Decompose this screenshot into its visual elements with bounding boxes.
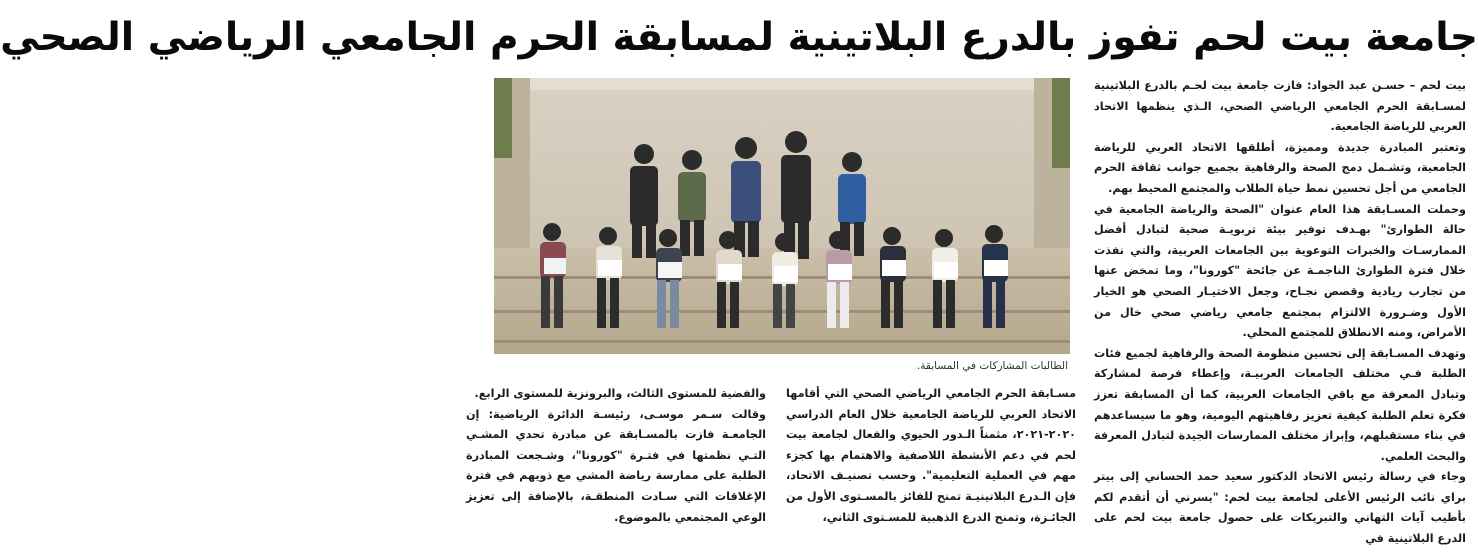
paragraph: وتعتبر المبادرة جديدة ومميزة، أطلقها الاتحاد العربي للرياضة الجامعية، وتشـمل دمج الصحة والرفاهية بجميع جوانب ثقافة الحرم الجامعي من أجل تحسين نمط حياة الطلاب والمجتمع المحيط بهم.	[1094, 140, 1466, 195]
article-column-left	[466, 384, 766, 556]
paragraph: وجاء في رسالة رئيس الاتحاد الدكتور سعيد حمد الحساني إلى بيتر براي نائب الرئيس الأعلى لجامعة بيت لحم: "يسرني أن أتقدم لكم بأطيب آيات التهاني والتبريكات على حصول جامعة بيت لحم على الدرع البلاتينية في	[1094, 470, 1466, 546]
article-column-middle	[786, 384, 1076, 556]
photo-caption: الطالبات المشاركات في المسابقة.	[916, 360, 1068, 372]
article-column-right	[1094, 76, 1466, 556]
headline: جامعة بيت لحم تفوز بالدرع البلاتينية لمسابقة الحرم الجامعي الرياضي الصحي	[0, 15, 1478, 60]
paragraph: بيت لحم – حسـن عبد الجواد: فازت جامعة بيت لحـم بالدرع البلاتينية لمسـابقة الحرم الجامعي الرياضي الصحي، الـذي ينظمها الاتحاد العربي للرياضة الجامعية.	[1094, 79, 1466, 134]
paragraph: وتهدف المسـابقة إلى تحسين منظومة الصحة والرفاهية لجميع فئات الطلبة فـي مختلف الجامعات العربيـة، وإعطاء فرصة لمشاركة وتبادل المعرفة مع باقي الجامعات العربية، كما أن المسابقة تعزز فكرة تعلم الطلبة كيفية تعزيز رفاهيتهم اليومية، وهو ما سيساعدهم في بناء مستقبلهم، وإبراز مختلف الممارسات الجيدة لتبادل المعرفة والبحث العلمي.	[1094, 346, 1466, 463]
paragraph: وحملت المسـابقة هذا العام عنوان "الصحة والرياضة الجامعية في حالة الطوارئ" بهـدف توفير بيئة تربويـة صحية لتبادل أفضل الممارسـات والخبرات التوعوية بين الجامعات العربية، والتي نفذت خلال فترة الطوارئ الناجمـة عن جائحة "كورونا"، وما تمخض عنها من تجارب ريادية وقصص نجـاح، وجعل الاختيـار الصحي هو الخيار الأول وضـرورة الالتزام بمجتمع جامعي رياضي صحي خال من الأمراض، ومنه الانطلاق للمجتمع المحلي.	[1094, 202, 1466, 340]
paragraph: والفضية للمستوى الثالث، والبرونزية للمستوى الرابع.	[474, 387, 766, 400]
paragraph: وقالت سـمر موسـى، رئيسـة الدائرة الرياضية: إن الجامعـة فازت بالمسـابقة عن مبادرة تحدي المشـي التـي نظمتها في فتـرة "كورونا"، وشـجعت المبادرة الطلبة على ممارسة رياضة المشي مع ذويهم في فترة الإغلاقات التي سـادت المنطقـة، بالإضافة إلى تعزيز الوعي المجتمعي بالموضوع.	[466, 407, 766, 524]
paragraph: مسـابقة الحرم الجامعي الرياضي الصحي التي أقامها الاتحاد العربي للرياضة الجامعية خلال العام الدراسي ٢٠٢٠-٢٠٢١، مثمناً الـدور الحيوي والفعال لجامعة بيت لحم في دعم الأنشطة اللاصفية والاهتمام بها كجزء مهم في العملية التعليمية". وحسب تصنيـف الاتحاد، فإن الـدرع البلاتينيـة تمنح للفائز بالمسـتوى الأول من الجائـزة، وتمنح الدرع الذهبية للمسـتوى الثاني،	[786, 387, 1076, 524]
group-photo	[494, 78, 1070, 354]
